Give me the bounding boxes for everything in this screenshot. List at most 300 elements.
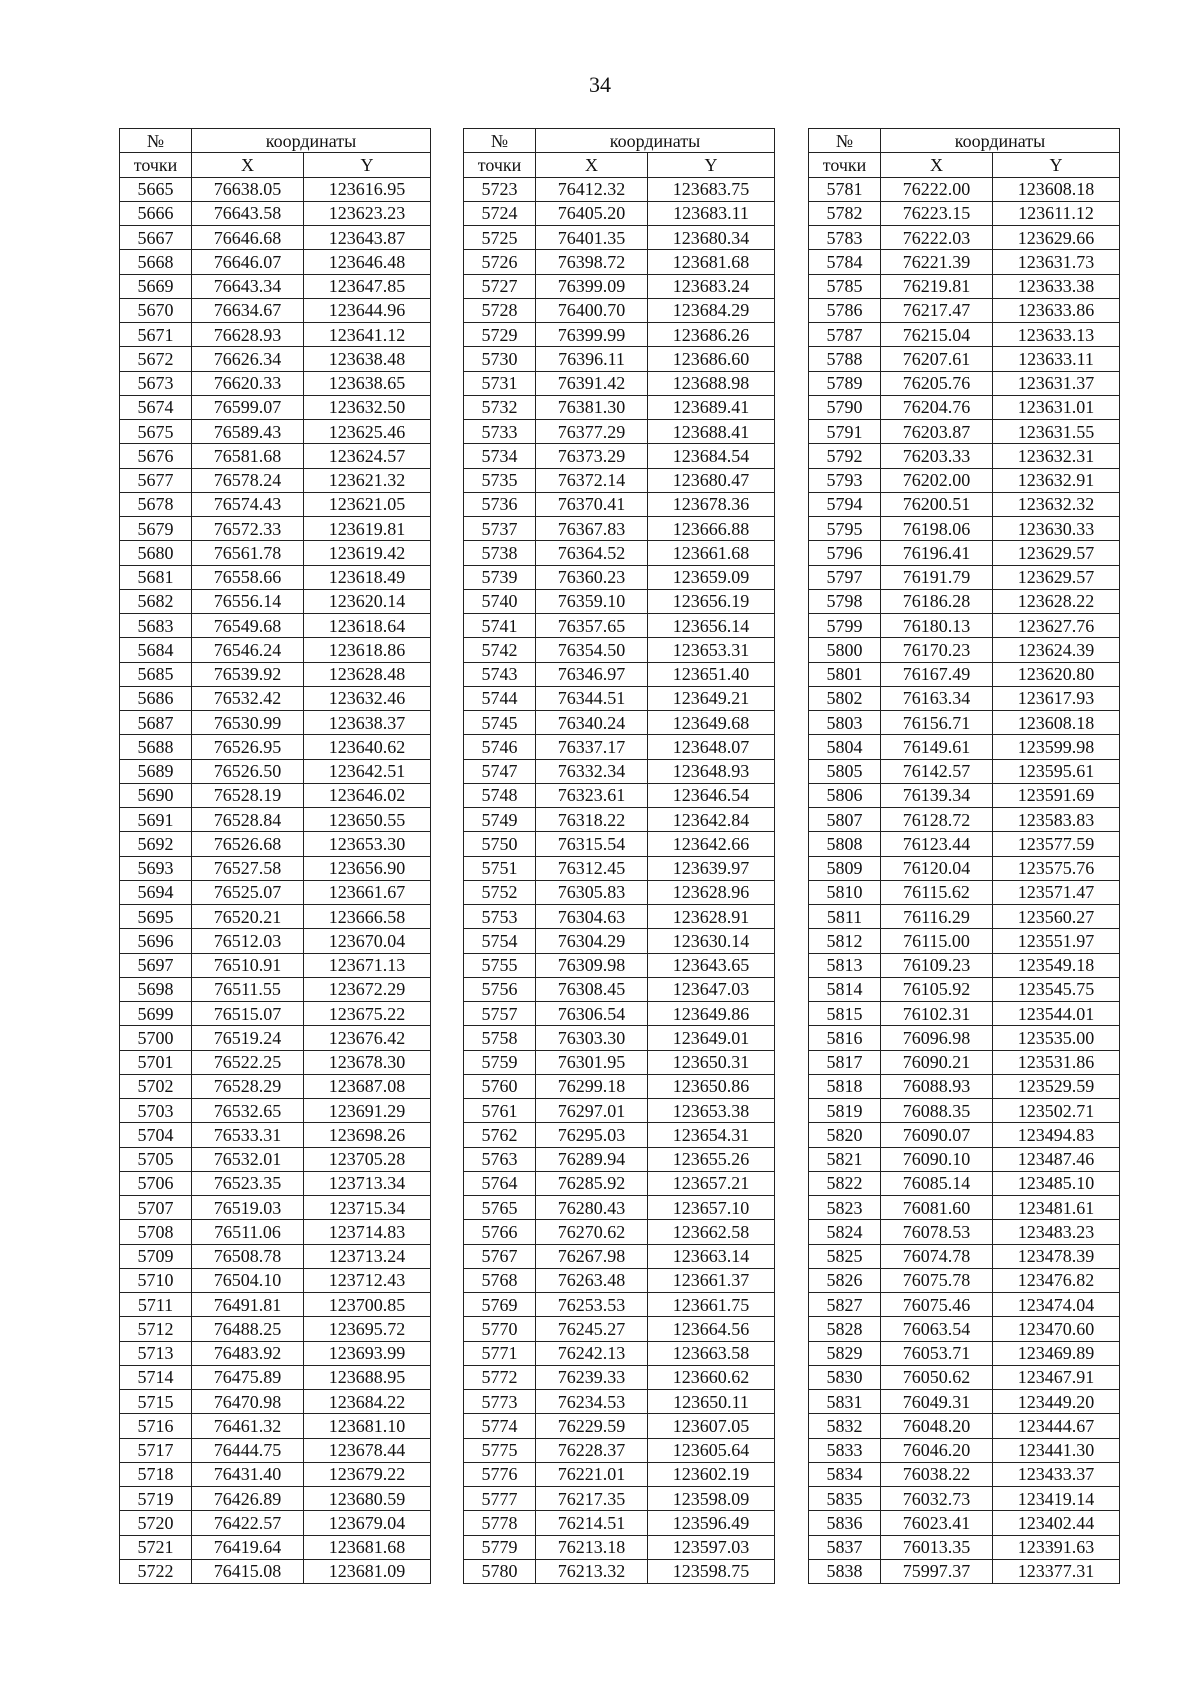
y-coordinate-cell: 123598.09 [648,1487,775,1511]
y-coordinate-cell: 123638.37 [304,711,431,735]
point-number-cell: 5674 [120,395,192,419]
header-coordinates: координаты [881,129,1120,153]
y-coordinate-cell: 123419.14 [993,1487,1120,1511]
point-number-cell: 5694 [120,880,192,904]
y-coordinate-cell: 123483.23 [993,1220,1120,1244]
point-number-cell: 5717 [120,1438,192,1462]
table-row [809,226,1120,250]
y-coordinate-cell: 123633.13 [993,323,1120,347]
point-number-cell: 5762 [464,1123,536,1147]
point-number-cell: 5828 [809,1317,881,1341]
table-row [120,929,431,953]
point-number-cell: 5773 [464,1390,536,1414]
table-row [120,250,431,274]
table-row [464,759,775,783]
table-row [464,1099,775,1123]
table-row [464,589,775,613]
y-coordinate-cell: 123659.09 [648,565,775,589]
x-coordinate-cell: 76528.19 [192,783,304,807]
x-coordinate-cell: 76309.98 [536,953,648,977]
table-row [464,735,775,759]
point-number-cell: 5838 [809,1559,881,1583]
y-coordinate-cell: 123639.97 [648,856,775,880]
y-coordinate-cell: 123683.75 [648,177,775,201]
y-coordinate-cell: 123679.22 [304,1462,431,1486]
point-number-cell: 5678 [120,492,192,516]
x-coordinate-cell: 76528.29 [192,1074,304,1098]
x-coordinate-cell: 76123.44 [881,832,993,856]
point-number-cell: 5738 [464,541,536,565]
y-coordinate-cell: 123629.57 [993,565,1120,589]
x-coordinate-cell: 76120.04 [881,856,993,880]
x-coordinate-cell: 76222.03 [881,226,993,250]
y-coordinate-cell: 123676.42 [304,1026,431,1050]
table-row [809,1244,1120,1268]
x-coordinate-cell: 76399.99 [536,323,648,347]
point-number-cell: 5763 [464,1147,536,1171]
x-coordinate-cell: 76081.60 [881,1196,993,1220]
header-x: X [881,153,993,177]
x-coordinate-cell: 76315.54 [536,832,648,856]
table-row [464,347,775,371]
point-number-cell: 5804 [809,735,881,759]
point-number-cell: 5801 [809,662,881,686]
point-number-cell: 5692 [120,832,192,856]
point-number-cell: 5666 [120,201,192,225]
table-row [809,735,1120,759]
x-coordinate-cell: 76215.04 [881,323,993,347]
x-coordinate-cell: 76422.57 [192,1511,304,1535]
point-number-cell: 5788 [809,347,881,371]
y-coordinate-cell: 123680.47 [648,468,775,492]
y-coordinate-cell: 123608.18 [993,711,1120,735]
x-coordinate-cell: 76167.49 [881,662,993,686]
y-coordinate-cell: 123656.90 [304,856,431,880]
y-coordinate-cell: 123680.59 [304,1487,431,1511]
header-coordinates: координаты [536,129,775,153]
y-coordinate-cell: 123631.55 [993,420,1120,444]
table-row [809,856,1120,880]
point-number-cell: 5719 [120,1487,192,1511]
x-coordinate-cell: 76205.76 [881,371,993,395]
point-number-cell: 5837 [809,1535,881,1559]
table-row [120,468,431,492]
point-number-cell: 5701 [120,1050,192,1074]
y-coordinate-cell: 123653.31 [648,638,775,662]
y-coordinate-cell: 123662.58 [648,1220,775,1244]
x-coordinate-cell: 76088.35 [881,1099,993,1123]
table-row [809,323,1120,347]
x-coordinate-cell: 76578.24 [192,468,304,492]
x-coordinate-cell: 76163.34 [881,686,993,710]
y-coordinate-cell: 123642.66 [648,832,775,856]
table-row [464,395,775,419]
point-number-cell: 5784 [809,250,881,274]
x-coordinate-cell: 76519.03 [192,1196,304,1220]
y-coordinate-cell: 123596.49 [648,1511,775,1535]
y-coordinate-cell: 123621.32 [304,468,431,492]
y-coordinate-cell: 123648.93 [648,759,775,783]
x-coordinate-cell: 76391.42 [536,371,648,395]
table-row [120,662,431,686]
point-number-cell: 5704 [120,1123,192,1147]
point-number-cell: 5687 [120,711,192,735]
point-number-cell: 5707 [120,1196,192,1220]
y-coordinate-cell: 123624.39 [993,638,1120,662]
table-row [464,953,775,977]
point-number-cell: 5833 [809,1438,881,1462]
x-coordinate-cell: 76546.24 [192,638,304,662]
x-coordinate-cell: 76346.97 [536,662,648,686]
x-coordinate-cell: 76267.98 [536,1244,648,1268]
point-number-cell: 5751 [464,856,536,880]
point-number-cell: 5709 [120,1244,192,1268]
header-number-sign: № [809,129,881,153]
point-number-cell: 5671 [120,323,192,347]
table-row [809,1438,1120,1462]
table-row [464,638,775,662]
y-coordinate-cell: 123678.44 [304,1438,431,1462]
table-row [809,274,1120,298]
header-x: X [536,153,648,177]
y-coordinate-cell: 123643.87 [304,226,431,250]
y-coordinate-cell: 123644.96 [304,298,431,322]
table-row [464,808,775,832]
y-coordinate-cell: 123664.56 [648,1317,775,1341]
y-coordinate-cell: 123661.68 [648,541,775,565]
x-coordinate-cell: 76359.10 [536,589,648,613]
x-coordinate-cell: 76491.81 [192,1293,304,1317]
x-coordinate-cell: 75997.37 [881,1559,993,1583]
y-coordinate-cell: 123648.07 [648,735,775,759]
x-coordinate-cell: 76512.03 [192,929,304,953]
table-row [464,1074,775,1098]
y-coordinate-cell: 123684.54 [648,444,775,468]
y-coordinate-cell: 123620.80 [993,662,1120,686]
x-coordinate-cell: 76370.41 [536,492,648,516]
x-coordinate-cell: 76504.10 [192,1268,304,1292]
table-row [809,638,1120,662]
point-number-cell: 5739 [464,565,536,589]
y-coordinate-cell: 123632.46 [304,686,431,710]
y-coordinate-cell: 123632.50 [304,395,431,419]
point-number-cell: 5740 [464,589,536,613]
y-coordinate-cell: 123441.30 [993,1438,1120,1462]
table-row [809,1365,1120,1389]
table-row [464,250,775,274]
point-number-cell: 5760 [464,1074,536,1098]
y-coordinate-cell: 123608.18 [993,177,1120,201]
y-coordinate-cell: 123474.04 [993,1293,1120,1317]
y-coordinate-cell: 123666.58 [304,905,431,929]
table-row [809,177,1120,201]
table-row [809,298,1120,322]
x-coordinate-cell: 76063.54 [881,1317,993,1341]
y-coordinate-cell: 123678.30 [304,1050,431,1074]
x-coordinate-cell: 76357.65 [536,614,648,638]
y-coordinate-cell: 123680.34 [648,226,775,250]
point-number-cell: 5685 [120,662,192,686]
y-coordinate-cell: 123695.72 [304,1317,431,1341]
point-number-cell: 5745 [464,711,536,735]
point-number-cell: 5823 [809,1196,881,1220]
y-coordinate-cell: 123618.64 [304,614,431,638]
table-row [809,1026,1120,1050]
y-coordinate-cell: 123650.11 [648,1390,775,1414]
x-coordinate-cell: 76198.06 [881,517,993,541]
table-row [464,444,775,468]
table-row [464,1341,775,1365]
point-number-cell: 5743 [464,662,536,686]
table-row [809,977,1120,1001]
y-coordinate-cell: 123469.89 [993,1341,1120,1365]
table-row [809,201,1120,225]
y-coordinate-cell: 123494.83 [993,1123,1120,1147]
point-number-cell: 5768 [464,1268,536,1292]
x-coordinate-cell: 76263.48 [536,1268,648,1292]
point-number-cell: 5803 [809,711,881,735]
point-number-cell: 5814 [809,977,881,1001]
table-row [464,1244,775,1268]
x-coordinate-cell: 76646.07 [192,250,304,274]
x-coordinate-cell: 76299.18 [536,1074,648,1098]
table-row [120,1511,431,1535]
point-number-cell: 5756 [464,977,536,1001]
x-coordinate-cell: 76354.50 [536,638,648,662]
y-coordinate-cell: 123618.86 [304,638,431,662]
x-coordinate-cell: 76229.59 [536,1414,648,1438]
table-row [120,1050,431,1074]
y-coordinate-cell: 123642.51 [304,759,431,783]
x-coordinate-cell: 76214.51 [536,1511,648,1535]
point-number-cell: 5699 [120,1002,192,1026]
x-coordinate-cell: 76373.29 [536,444,648,468]
point-number-cell: 5688 [120,735,192,759]
y-coordinate-cell: 123617.93 [993,686,1120,710]
point-number-cell: 5742 [464,638,536,662]
x-coordinate-cell: 76470.98 [192,1390,304,1414]
table-row [120,177,431,201]
table-row [120,1268,431,1292]
x-coordinate-cell: 76398.72 [536,250,648,274]
x-coordinate-cell: 76270.62 [536,1220,648,1244]
point-number-cell: 5790 [809,395,881,419]
table-row [809,250,1120,274]
y-coordinate-cell: 123632.91 [993,468,1120,492]
point-number-cell: 5735 [464,468,536,492]
x-coordinate-cell: 76332.34 [536,759,648,783]
y-coordinate-cell: 123449.20 [993,1390,1120,1414]
y-coordinate-cell: 123618.49 [304,565,431,589]
table-row [809,468,1120,492]
y-coordinate-cell: 123544.01 [993,1002,1120,1026]
table-row [809,832,1120,856]
table-row [464,226,775,250]
point-number-cell: 5805 [809,759,881,783]
table-row [120,201,431,225]
point-number-cell: 5754 [464,929,536,953]
point-number-cell: 5716 [120,1414,192,1438]
y-coordinate-cell: 123713.34 [304,1171,431,1195]
table-row [120,492,431,516]
table-row [120,517,431,541]
y-coordinate-cell: 123650.55 [304,808,431,832]
y-coordinate-cell: 123628.22 [993,589,1120,613]
table-row [809,929,1120,953]
point-number-cell: 5680 [120,541,192,565]
y-coordinate-cell: 123630.14 [648,929,775,953]
y-coordinate-cell: 123633.86 [993,298,1120,322]
point-number-cell: 5789 [809,371,881,395]
table-row [120,1074,431,1098]
x-coordinate-cell: 76280.43 [536,1196,648,1220]
header-number-sign: № [464,129,536,153]
point-number-cell: 5746 [464,735,536,759]
x-coordinate-cell: 76219.81 [881,274,993,298]
table-row [809,783,1120,807]
point-number-cell: 5700 [120,1026,192,1050]
y-coordinate-cell: 123655.26 [648,1147,775,1171]
y-coordinate-cell: 123485.10 [993,1171,1120,1195]
y-coordinate-cell: 123402.44 [993,1511,1120,1535]
table-row [809,662,1120,686]
point-number-cell: 5776 [464,1462,536,1486]
table-row [120,905,431,929]
table-row [464,1123,775,1147]
table-row [120,1026,431,1050]
y-coordinate-cell: 123649.01 [648,1026,775,1050]
point-number-cell: 5807 [809,808,881,832]
y-coordinate-cell: 123531.86 [993,1050,1120,1074]
y-coordinate-cell: 123714.83 [304,1220,431,1244]
point-number-cell: 5697 [120,953,192,977]
x-coordinate-cell: 76340.24 [536,711,648,735]
x-coordinate-cell: 76196.41 [881,541,993,565]
x-coordinate-cell: 76306.54 [536,1002,648,1026]
y-coordinate-cell: 123700.85 [304,1293,431,1317]
x-coordinate-cell: 76304.29 [536,929,648,953]
table-row [464,323,775,347]
point-number-cell: 5797 [809,565,881,589]
x-coordinate-cell: 76109.23 [881,953,993,977]
point-number-cell: 5765 [464,1196,536,1220]
table-row [120,1365,431,1389]
y-coordinate-cell: 123619.42 [304,541,431,565]
x-coordinate-cell: 76646.68 [192,226,304,250]
point-number-cell: 5783 [809,226,881,250]
table-row [809,711,1120,735]
point-number-cell: 5769 [464,1293,536,1317]
point-number-cell: 5736 [464,492,536,516]
y-coordinate-cell: 123502.71 [993,1099,1120,1123]
y-coordinate-cell: 123705.28 [304,1147,431,1171]
x-coordinate-cell: 76149.61 [881,735,993,759]
x-coordinate-cell: 76377.29 [536,420,648,444]
point-number-cell: 5832 [809,1414,881,1438]
table-row [464,880,775,904]
point-number-cell: 5764 [464,1171,536,1195]
x-coordinate-cell: 76115.00 [881,929,993,953]
point-number-cell: 5808 [809,832,881,856]
y-coordinate-cell: 123663.58 [648,1341,775,1365]
y-coordinate-cell: 123684.29 [648,298,775,322]
table-row [809,517,1120,541]
x-coordinate-cell: 76396.11 [536,347,648,371]
table-row [120,298,431,322]
y-coordinate-cell: 123575.76 [993,856,1120,880]
table-row [120,711,431,735]
x-coordinate-cell: 76488.25 [192,1317,304,1341]
x-coordinate-cell: 76139.34 [881,783,993,807]
table-row [464,662,775,686]
point-number-cell: 5793 [809,468,881,492]
x-coordinate-cell: 76510.91 [192,953,304,977]
table-row [464,1462,775,1486]
x-coordinate-cell: 76508.78 [192,1244,304,1268]
y-coordinate-cell: 123661.37 [648,1268,775,1292]
point-number-cell: 5744 [464,686,536,710]
point-number-cell: 5667 [120,226,192,250]
point-number-cell: 5668 [120,250,192,274]
y-coordinate-cell: 123686.26 [648,323,775,347]
x-coordinate-cell: 76526.68 [192,832,304,856]
x-coordinate-cell: 76312.45 [536,856,648,880]
y-coordinate-cell: 123481.61 [993,1196,1120,1220]
point-number-cell: 5724 [464,201,536,225]
y-coordinate-cell: 123666.88 [648,517,775,541]
point-number-cell: 5822 [809,1171,881,1195]
point-number-cell: 5702 [120,1074,192,1098]
x-coordinate-cell: 76207.61 [881,347,993,371]
y-coordinate-cell: 123607.05 [648,1414,775,1438]
table-row [120,1414,431,1438]
x-coordinate-cell: 76102.31 [881,1002,993,1026]
y-coordinate-cell: 123571.47 [993,880,1120,904]
table-row [464,1487,775,1511]
point-number-cell: 5819 [809,1099,881,1123]
y-coordinate-cell: 123656.19 [648,589,775,613]
y-coordinate-cell: 123627.76 [993,614,1120,638]
point-number-cell: 5677 [120,468,192,492]
y-coordinate-cell: 123529.59 [993,1074,1120,1098]
x-coordinate-cell: 76520.21 [192,905,304,929]
table-row [809,808,1120,832]
point-number-cell: 5810 [809,880,881,904]
table-row [120,783,431,807]
point-number-cell: 5665 [120,177,192,201]
point-number-cell: 5811 [809,905,881,929]
table-row [120,226,431,250]
point-number-cell: 5820 [809,1123,881,1147]
y-coordinate-cell: 123487.46 [993,1147,1120,1171]
y-coordinate-cell: 123683.24 [648,274,775,298]
y-coordinate-cell: 123629.57 [993,541,1120,565]
point-number-cell: 5831 [809,1390,881,1414]
x-coordinate-cell: 76318.22 [536,808,648,832]
y-coordinate-cell: 123681.68 [304,1535,431,1559]
table-row [809,1147,1120,1171]
table-row [464,274,775,298]
table-row [464,492,775,516]
y-coordinate-cell: 123583.83 [993,808,1120,832]
table-row [120,1123,431,1147]
y-coordinate-cell: 123616.95 [304,177,431,201]
y-coordinate-cell: 123712.43 [304,1268,431,1292]
x-coordinate-cell: 76412.32 [536,177,648,201]
y-coordinate-cell: 123623.23 [304,201,431,225]
point-number-cell: 5689 [120,759,192,783]
point-number-cell: 5750 [464,832,536,856]
